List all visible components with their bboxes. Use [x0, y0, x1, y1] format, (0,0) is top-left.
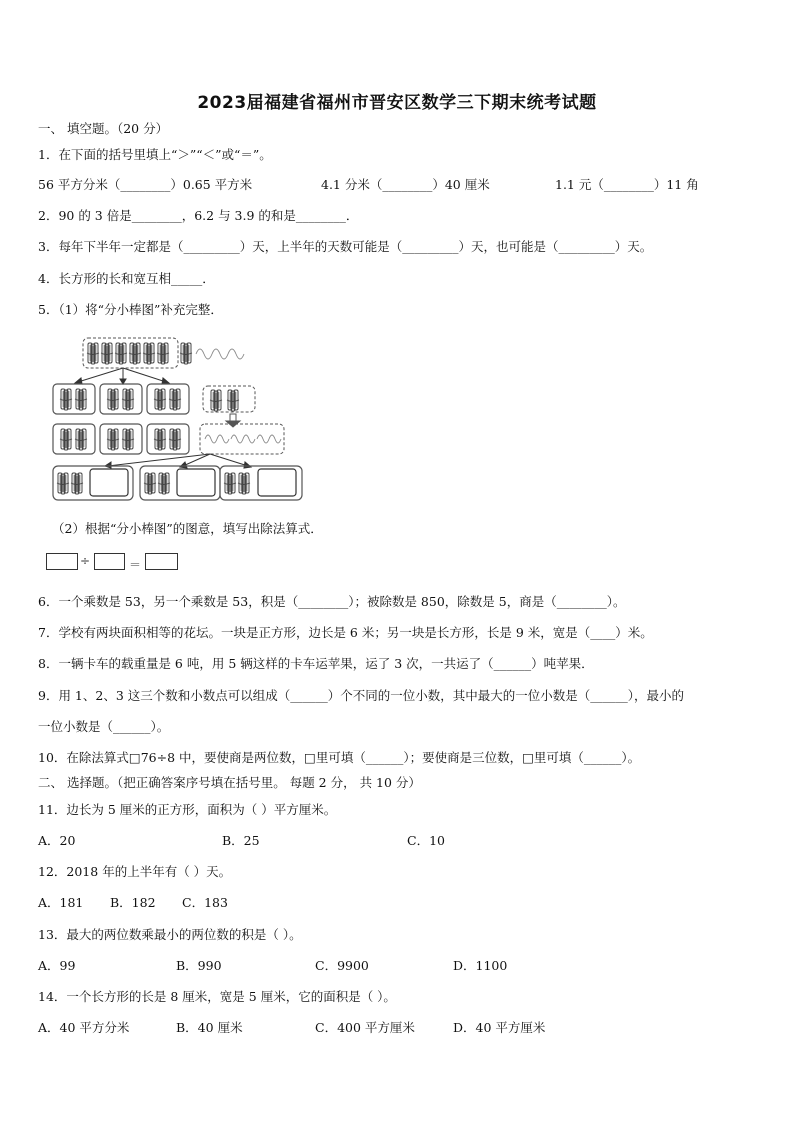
- question-14-option-d[interactable]: D．40 平方厘米: [453, 1020, 546, 1035]
- question-13-option-a[interactable]: A．99: [38, 958, 76, 973]
- question-1-item-3: 1.1 元（________）11 角: [555, 177, 699, 192]
- question-5-part-2: （2）根据“分小棒图”的图意，填写出除法算式．: [52, 521, 323, 536]
- question-9-line-2: 一位小数是（______）。: [38, 719, 170, 734]
- question-11-option-b[interactable]: B．25: [222, 833, 260, 848]
- question-13: 13．最大的两位数乘最小的两位数的积是（ ）。: [38, 927, 302, 942]
- question-11-option-a[interactable]: A．20: [38, 833, 76, 848]
- question-11-option-c[interactable]: C．10: [407, 833, 445, 848]
- section-2-heading: 二、 选择题。（把正确答案序号填在括号里。 每题 2 分， 共 10 分）: [38, 775, 421, 790]
- question-12: 12．2018 年的上半年有（ ）天。: [38, 864, 232, 879]
- question-12-option-b[interactable]: B．182: [110, 895, 156, 910]
- question-14-option-c[interactable]: C．400 平方厘米: [315, 1020, 415, 1035]
- stick-division-figure: [48, 334, 308, 504]
- question-1-item-1: 56 平方分米（________）0.65 平方米: [38, 177, 253, 192]
- question-12-option-c[interactable]: C．183: [182, 895, 228, 910]
- section-1-heading: 一、 填空题。（20 分）: [38, 121, 169, 136]
- question-8: 8．一辆卡车的载重量是 6 吨，用 5 辆这样的卡车运苹果，运了 3 次，一共运了（______）吨苹果．: [38, 656, 594, 671]
- equals-symbol: ＝: [129, 558, 142, 572]
- question-14: 14．一个长方形的长是 8 厘米，宽是 5 厘米，它的面积是（ ）。: [38, 989, 396, 1004]
- dividend-box[interactable]: [46, 553, 78, 570]
- question-13-option-d[interactable]: D．1100: [453, 958, 508, 973]
- question-3: 3．每年下半年一定都是（_________）天，上半年的天数可能是（_________）天，也可能是（_________）天。: [38, 239, 653, 254]
- question-14-option-b[interactable]: B．40 厘米: [176, 1020, 243, 1035]
- question-14-option-a[interactable]: A．40 平方分米: [38, 1020, 130, 1035]
- question-5-part-1: 5．（1）将“分小棒图”补充完整．: [38, 302, 223, 317]
- divisor-box[interactable]: [94, 553, 125, 570]
- question-13-option-c[interactable]: C．9900: [315, 958, 369, 973]
- question-1: 1．在下面的括号里填上“＞”“＜”或“＝”。: [38, 147, 272, 162]
- quotient-box[interactable]: [145, 553, 178, 570]
- question-11: 11．边长为 5 厘米的正方形，面积为（ ）平方厘米。: [38, 802, 337, 817]
- question-9-line-1: 9．用 1、2、3 这三个数和小数点可以组成（______）个不同的一位小数，其中最大的一位小数是（______），最小的: [38, 688, 685, 703]
- question-13-option-b[interactable]: B．990: [176, 958, 222, 973]
- divide-symbol: ÷: [80, 554, 91, 568]
- question-6: 6．一个乘数是 53，另一个乘数是 53，积是（________）；被除数是 850，除数是 5，商是（________）。: [38, 594, 626, 609]
- question-4: 4．长方形的长和宽互相_____．: [38, 271, 215, 286]
- question-1-item-2: 4.1 分米（________）40 厘米: [321, 177, 490, 192]
- question-2: 2．90 的 3 倍是________，6.2 与 3.9 的和是________．: [38, 208, 359, 223]
- question-12-option-a[interactable]: A．181: [38, 895, 84, 910]
- question-7: 7．学校有两块面积相等的花坛。一块是正方形，边长是 6 米；另一块是长方形，长是 9 米，宽是（____）米。: [38, 625, 653, 640]
- page-title: 2023届福建省福州市晋安区数学三下期末统考试题: [197, 93, 597, 113]
- question-10: 10．在除法算式□76÷8 中，要使商是两位数，□里可填（______）；要使商是三位数，□里可填（______）。: [38, 750, 641, 765]
